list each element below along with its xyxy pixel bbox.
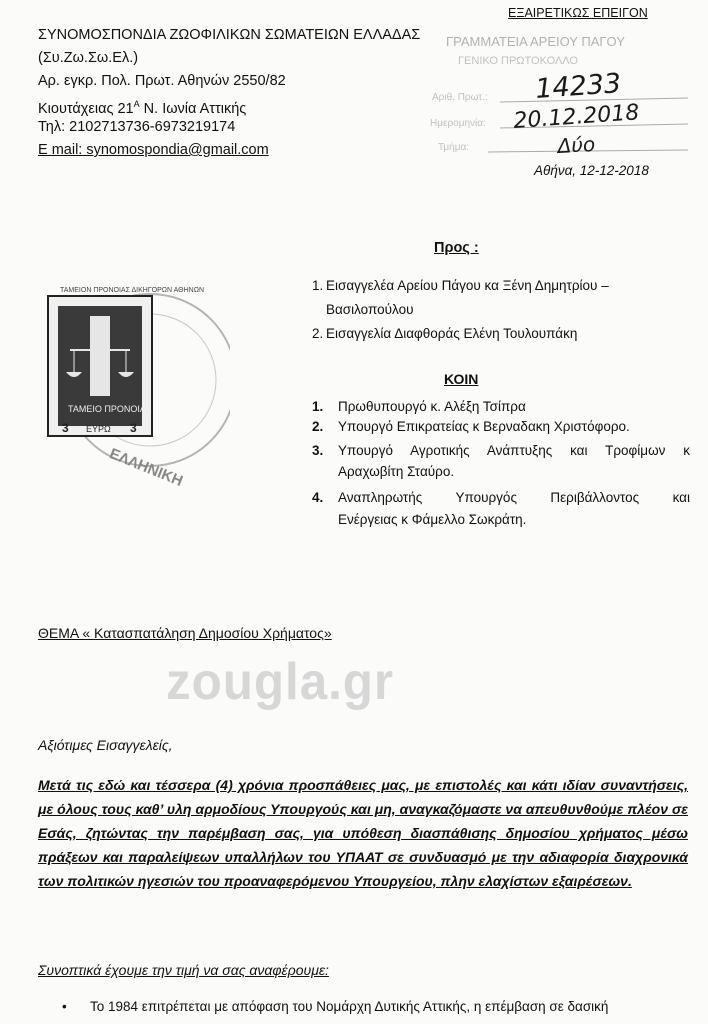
recipient-1-line2: Βασιλοπούλου: [326, 302, 414, 317]
cc-4-number: 4.: [312, 490, 324, 505]
seal-text: ΕΛΛΗΝΙΚΗ: [106, 445, 186, 491]
watermark: zougla.gr: [166, 653, 395, 711]
cc-4-line2: Ενέργειας κ Φάμελλο Σωκράτη.: [338, 512, 527, 527]
registry-title-line2: ΓΕΝΙΚΟ ΠΡΩΤΟΚΟΛΛΟ: [458, 55, 578, 67]
stamp-value-left: 3: [62, 421, 69, 435]
org-name: ΣΥΝΟΜΟΣΠΟΝΔΙΑ ΖΩΟΦΙΛΙΚΩΝ ΣΩΜΑΤΕΙΩΝ ΕΛΛΑΔΑΣ: [38, 27, 421, 43]
to-heading: Προς :: [434, 240, 479, 256]
registry-stamp: [418, 26, 704, 166]
cc-1-line1: Πρωθυπουργό κ. Αλέξη Τσίπρα: [338, 399, 526, 414]
stamp-column: [90, 316, 110, 396]
address-superscript: Α: [133, 99, 140, 109]
stamp-caption: ΤΑΜΕΙΟ ΠΡΟΝΟΙΑΣ: [68, 404, 152, 414]
cc-2-number: 2.: [312, 419, 324, 434]
registration-number: Αρ. εγκρ. Πολ. Πρωτ. Αθηνών 2550/82: [38, 73, 286, 89]
recipient-2-line1: Εισαγγελία Διαφθοράς Ελένη Τουλουπάκη: [326, 326, 578, 341]
recipient-2-number: 2.: [312, 326, 324, 341]
cc-4-line1: Αναπληρωτής Υπουργός Περιβάλλοντος και: [338, 490, 690, 505]
date-line: Αθήνα, 12-12-2018: [534, 163, 649, 178]
subject-line: ΘΕΜΑ « Κατασπατάληση Δημοσίου Χρήματος»: [38, 625, 332, 641]
revenue-stamp: [30, 280, 230, 500]
cc-3-line2: Αραχωβίτη Σταύρο.: [338, 464, 455, 479]
stamp-currency: ΕΥΡΩ: [86, 424, 111, 434]
body-paragraph: Μετά τις εδώ και τέσσερα (4) χρόνια προσπάθειες μας, με επιστολές και κάτι ιδίαν συναντήσεις, με όλους τους καθ’ υλη αρμοδίους Υπουργούς και μη, αναγκαζόμαστε να απευθυνθούμε πλέον σε Εσάς, ζητώντας την παρέμβαση σας, για υπόθεση διασπάθισης δημοσίου χρήματος μέσω πράξεων και παραλείψεων υπαλλήλων του ΥΠΑΑΤ σε συνδυασμό με την αδιαφορία διαχρονικά των πολιτικών ηγεσιών του προαναφερόμενου Υπουργείου, πλην ελαχίστων εξαιρέσεων.: [38, 777, 688, 889]
greeting: Αξιότιμες Εισαγγελείς,: [38, 737, 173, 753]
recipient-1-line1: Εισαγγελέα Αρείου Πάγου κα Ξένη Δημητρίου –: [326, 278, 609, 293]
phone: Τηλ: 2102713736-6973219174: [38, 119, 236, 135]
urgency-label: ΕΞΑΙΡΕΤΙΚΩΣ ΕΠΕΙΓΟΝ: [508, 6, 648, 20]
registry-label-copies: Τμήμα:: [438, 142, 470, 153]
handwritten-copies: Δύο: [557, 132, 596, 158]
email-link[interactable]: E mail: synomospondia@gmail.com: [38, 142, 269, 158]
registry-label-date: Ημερομηνία:: [430, 118, 486, 129]
cc-heading: ΚΟΙΝ: [444, 371, 479, 387]
registry-label-number: Αριθ. Πρωτ.:: [432, 92, 488, 103]
registry-title-line1: ΓΡΑΜΜΑΤΕΙΑ ΑΡΕΙΟΥ ΠΑΓΟΥ: [446, 34, 625, 49]
address: [38, 95, 246, 119]
cc-1-number: 1.: [312, 399, 324, 414]
org-abbreviation: (Συ.Ζω.Σω.Ελ.): [38, 50, 139, 66]
cc-3-line1: Υπουργό Αγροτικής Ανάπτυξης και Τροφίμων κ: [338, 443, 690, 458]
bullet-1-text: Το 1984 επιτρέπεται με απόφαση του Νομάρχη Δυτικής Αττικής, η επέμβαση σε δασική: [90, 999, 609, 1014]
address-suffix: Ν. Ιωνία Αττικής: [139, 100, 247, 117]
stamp-top-text: ΤΑΜΕΙΟΝ ΠΡΟΝΟΙΑΣ ΔΙΚΗΓΟΡΩΝ ΑΘΗΝΩΝ: [60, 287, 205, 294]
address-prefix: Κιουτάχειας 21: [38, 100, 134, 117]
handwritten-date: 20.12.2018: [512, 100, 641, 134]
cc-3-number: 3.: [312, 443, 324, 458]
bullet-symbol: •: [62, 999, 67, 1014]
stamp-value-right: 3: [130, 421, 137, 435]
summary-heading: Συνοπτικά έχουμε την τιμή να σας αναφέρουμε:: [38, 962, 329, 978]
handwritten-number: 14233: [534, 68, 623, 105]
cc-2-line1: Υπουργό Επικρατείας κ Βερναδακη Χριστόφορο.: [338, 419, 630, 434]
recipient-1-number: 1.: [312, 278, 324, 293]
